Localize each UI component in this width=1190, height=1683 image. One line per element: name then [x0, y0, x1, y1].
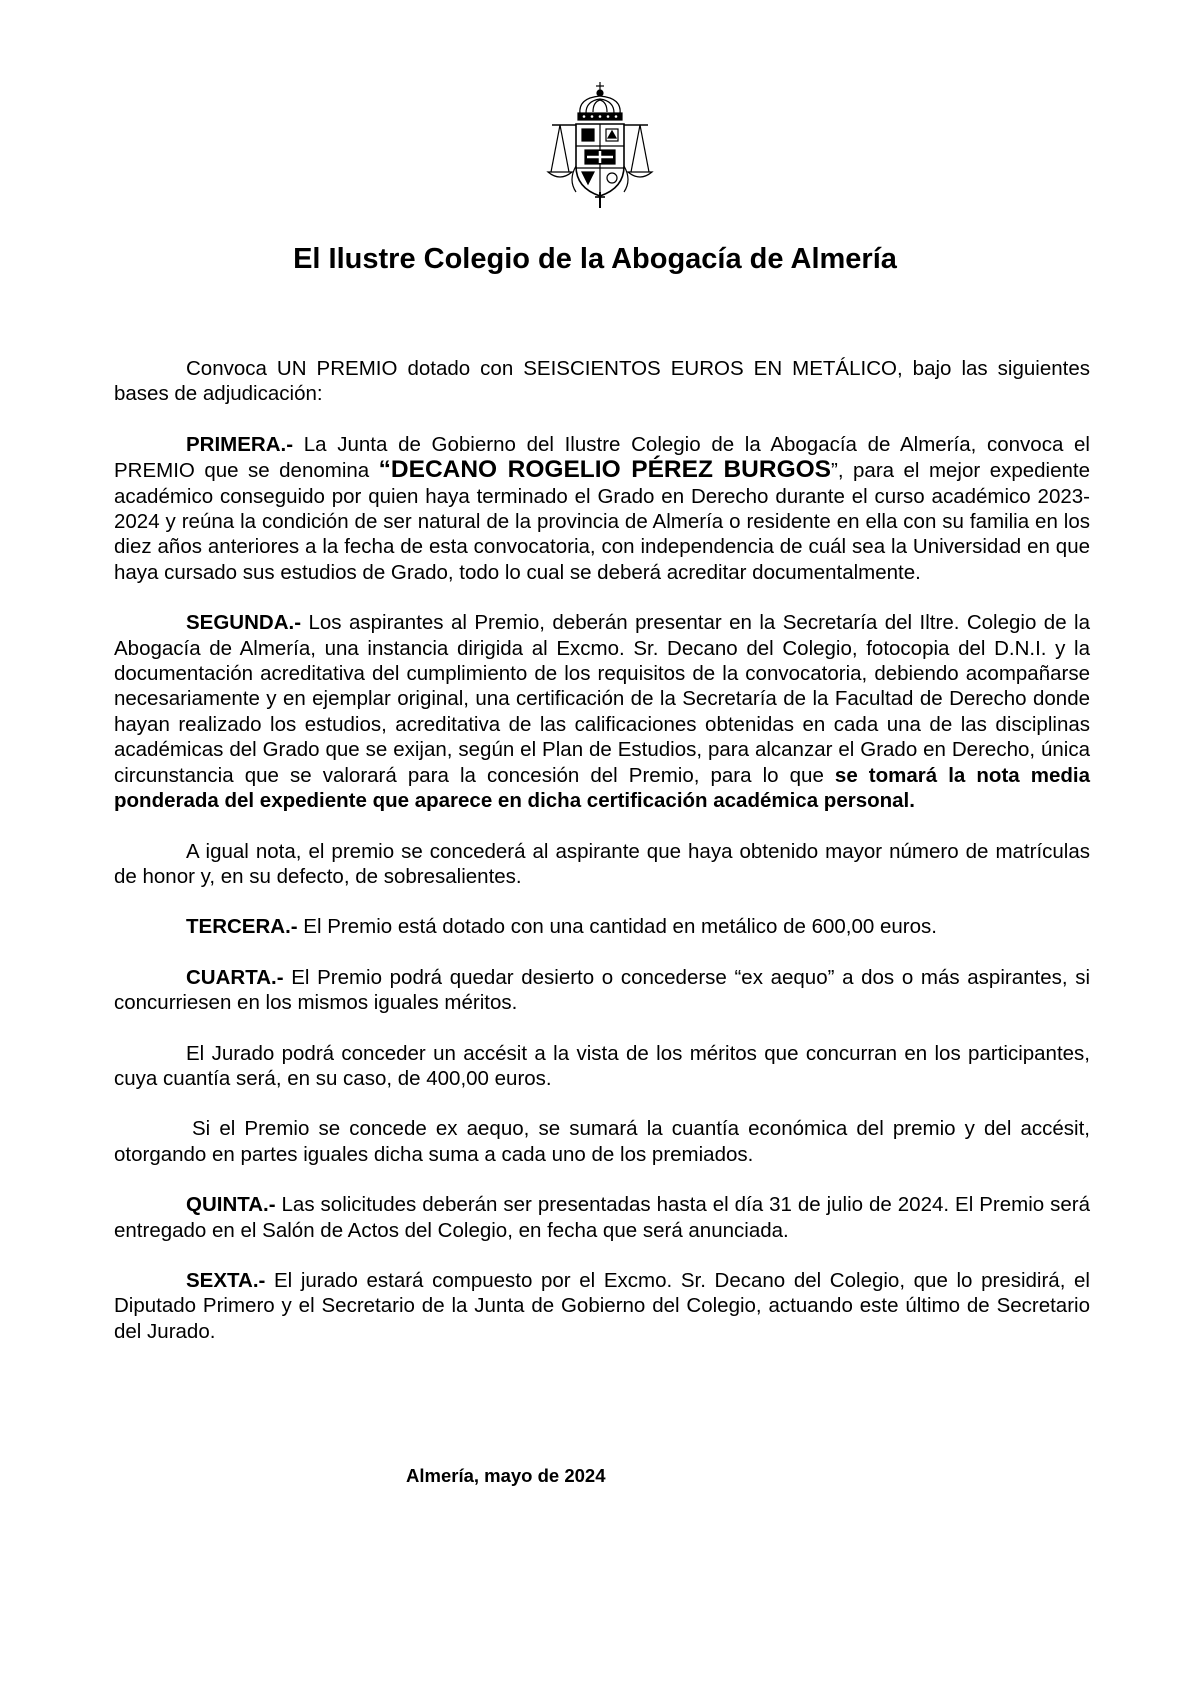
coat-of-arms-icon: [546, 80, 654, 210]
place-date: Almería, mayo de 2024: [406, 1465, 606, 1486]
clause-quinta-text: Las solicitudes deberán ser presentadas hasta el día 31 de julio de 2024. El Premio será entregado en el Salón de Actos del Colegio, en fecha que será anunciada.: [114, 1193, 1090, 1242]
clause-segunda-text: Los aspirantes al Premio, deberán presentar en la Secretaría del Iltre. Colegio de la Abogacía de Almería, una instancia dirigida al Excmo. Sr. Decano del Colegio, fotocopia del D.N.I. y la documentación acreditativa del cumplimiento de los requisitos de la convocatoria, debiendo acompañarse necesariamente y en ejemplar original, una certificación de la Secretaría de la Facultad de Derecho donde hayan realizado los estudios, acreditativa de las calificaciones obtenidas en cada una de las disciplinas académicas del Grado que se exijan, según el Plan de Estudios, para alcanzar el Grado en Derecho, única circunstancia que se valorará para la concesión del Premio, para lo que: [114, 611, 1090, 787]
clause-quinta-heading: QUINTA.-: [186, 1193, 276, 1217]
clause-tercera-text: El Premio está dotado con una cantidad en metálico de 600,00 euros.: [297, 915, 937, 939]
clause-primera-heading: PRIMERA.-: [186, 432, 294, 456]
clause-sexta: [114, 1268, 1090, 1344]
clause-sexta-heading: SEXTA.-: [186, 1268, 266, 1292]
clause-segunda-emphasis: se tomará la nota media ponderada del expediente que aparece en dicha certificación académica personal.: [114, 763, 1090, 813]
prize-name: “DECANO ROGELIO PÉREZ BURGOS: [378, 456, 832, 484]
tie-rule-paragraph: A igual nota, el premio se concederá al aspirante que haya obtenido mayor número de matrículas de honor y, en su defecto, de sobresalientes.: [114, 839, 1090, 888]
clause-primera-text-b: ”, para el mejor expediente académico conseguido por quien haya terminado el Grado en Derecho durante el curso académico 2023-2024 y reúna la condición de ser natural de la provincia de Almería o residente en ella con su familia en los diez años anteriores a la fecha de esta convocatoria, con independencia de cuál sea la Universidad en que haya cursado sus estudios de Grado, todo lo cual se deberá acreditar documentalmente.: [114, 459, 1090, 584]
clause-cuarta-text: El Premio podrá quedar desierto o concederse “ex aequo” a dos o más aspirantes, si concurriesen en los mismos iguales méritos.: [114, 965, 1090, 1015]
document-body: [114, 356, 1090, 1344]
clause-tercera: [114, 914, 1090, 939]
clause-sexta-text: El jurado estará compuesto por el Excmo. Sr. Decano del Colegio, que lo presidirá, el Diputado Primero y el Secretario de la Junta de Gobierno del Colegio, actuando este último de Secretario del Jurado.: [114, 1268, 1090, 1343]
clause-segunda-heading: SEGUNDA.-: [186, 611, 302, 635]
page-title: El Ilustre Colegio de la Abogacía de Almería: [293, 243, 897, 275]
clause-primera: [114, 432, 1090, 585]
intro-paragraph: Convoca UN PREMIO dotado con SEISCIENTOS EUROS EN METÁLICO, bajo las siguientes bases de adjudicación:: [114, 357, 1090, 406]
clause-primera-text-a: La Junta de Gobierno del Ilustre Colegio de la Abogacía de Almería, convoca el PREMIO que se denomina: [114, 432, 1090, 483]
clause-quinta: [114, 1192, 1090, 1243]
clause-cuarta-heading: CUARTA.-: [186, 965, 284, 989]
clause-cuarta: [114, 965, 1090, 1016]
clause-segunda: [114, 610, 1090, 813]
ex-aequo-paragraph: Si el Premio se concede ex aequo, se sumará la cuantía económica del premio y del accésit, otorgando en partes iguales dicha suma a cada uno de los premiados.: [114, 1117, 1090, 1166]
accesit-paragraph: El Jurado podrá conceder un accésit a la vista de los méritos que concurran en los participantes, cuya cuantía será, en su caso, de 400,00 euros.: [114, 1041, 1090, 1090]
clause-tercera-heading: TERCERA.-: [186, 915, 298, 939]
